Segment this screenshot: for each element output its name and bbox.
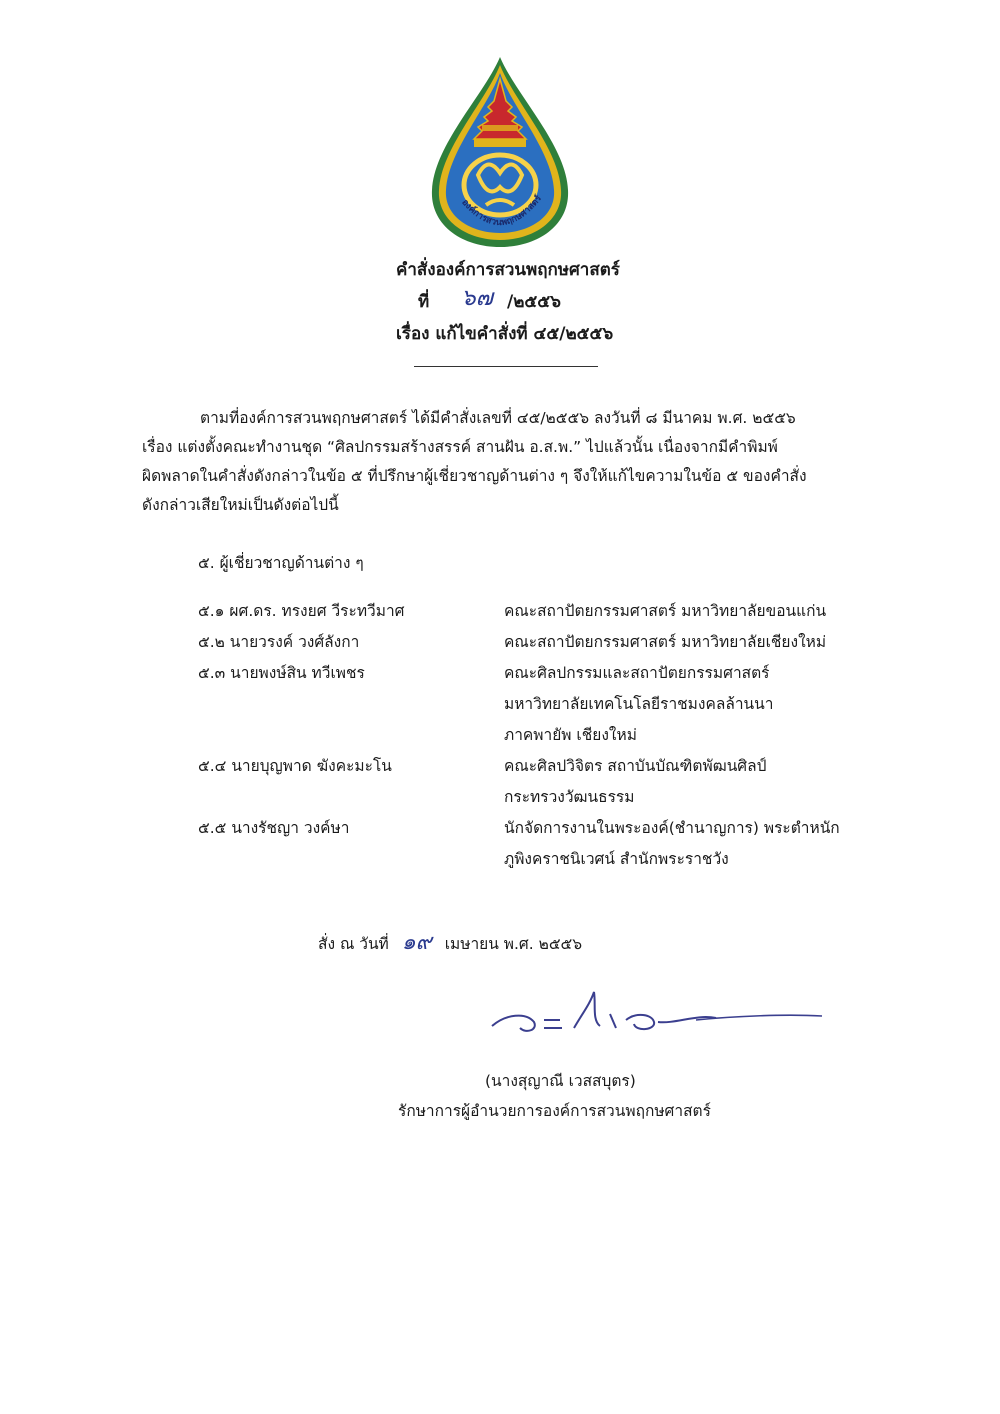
member-affiliation <box>504 596 878 627</box>
affiliation-line: คณะสถาปัตยกรรมศาสตร์ มหาวิทยาลัยเชียงใหม่ <box>504 633 827 651</box>
member-item <box>198 658 878 751</box>
affiliation-line: ภาคพายัพ เชียงใหม่ <box>504 726 637 744</box>
member-name: ๕.๔ นายบุญพาด ฆังคะมะโน <box>198 757 392 775</box>
organization-emblem <box>426 55 574 250</box>
member-name: ๕.๕ นางรัชญา วงค์ษา <box>198 819 350 837</box>
affiliation-line: คณะศิลปวิจิตร สถาบันบัณฑิตพัฒนศิลป์ <box>504 757 767 775</box>
body-line: เรื่อง แต่งตั้งคณะทำงานชุด “ศิลปกรรมสร้างสรรค์ สานฝัน อ.ส.พ.” ไปแล้วนั้น เนื่องจากมีคำพิมพ์ <box>142 438 778 456</box>
affiliation-line: คณะศิลปกรรมและสถาปัตยกรรมศาสตร์ <box>504 664 770 682</box>
order-date <box>318 924 582 959</box>
order-subject: เรื่อง แก้ไขคำสั่งที่ ๔๕/๒๕๕๖ <box>396 324 614 344</box>
member-name: ๕.๒ นายวรงค์ วงศ์ลังกา <box>198 633 360 651</box>
order-title: คำสั่งองค์การสวนพฤกษศาสตร์ <box>396 260 620 280</box>
member-affiliation <box>504 751 878 813</box>
member-name: ๕.๑ ผศ.ดร. ทรงยศ วีระทวีมาศ <box>198 602 405 620</box>
affiliation-line: นักจัดการงานในพระองค์(ชำนาญการ) พระตำหนัก <box>504 819 840 837</box>
body-line: ตามที่องค์การสวนพฤกษศาสตร์ ได้มีคำสั่งเลขที่ ๔๕/๒๕๕๖ ลงวันที่ ๘ มีนาคม พ.ศ. ๒๕๕๖ <box>200 409 796 427</box>
signer-title: รักษาการผู้อำนวยการองค์การสวนพฤกษศาสตร์ <box>398 1102 711 1120</box>
member-list <box>198 596 878 875</box>
member-affiliation <box>504 813 878 875</box>
member-affiliation <box>504 658 878 751</box>
order-number-label: ที่ <box>418 292 430 312</box>
emblem-text: องค์การสวนพฤกษศาสตร์ <box>459 193 544 229</box>
affiliation-line: คณะสถาปัตยกรรมศาสตร์ มหาวิทยาลัยขอนแก่น <box>504 602 827 620</box>
order-date-day-handwritten: ๑๙ <box>401 930 432 955</box>
order-date-prefix: สั่ง ณ วันที่ <box>318 935 389 953</box>
affiliation-line: ภูพิงคราชนิเวศน์ สำนักพระราชวัง <box>504 850 729 868</box>
signer-name: (นางสุญาณี เวสสบุตร) <box>485 1072 636 1090</box>
affiliation-line: มหาวิทยาลัยเทคโนโลยีราชมงคลล้านนา <box>504 695 774 713</box>
member-item <box>198 596 878 627</box>
body-line: ผิดพลาดในคำสั่งดังกล่าวในข้อ ๕ ที่ปรึกษาผู้เชี่ยวชาญด้านต่าง ๆ จึงให้แก้ไขความในข้อ ๕ ของคำสั่ง <box>142 467 807 485</box>
body-paragraph <box>142 404 860 520</box>
header-divider <box>414 366 598 367</box>
member-affiliation <box>504 627 878 658</box>
section-heading: ๕. ผู้เชี่ยวชาญด้านต่าง ๆ <box>198 554 364 572</box>
order-number-year: /๒๕๕๖ <box>507 292 561 312</box>
order-date-month-year: เมษายน พ.ศ. ๒๕๕๖ <box>444 935 583 953</box>
member-item <box>198 813 878 875</box>
order-number-handwritten: ๖๗ <box>461 285 493 311</box>
affiliation-line: กระทรวงวัฒนธรรม <box>504 788 635 806</box>
handwritten-signature <box>486 984 826 1054</box>
body-line: ดังกล่าวเสียใหม่เป็นดังต่อไปนี้ <box>142 496 339 514</box>
member-item <box>198 627 878 658</box>
member-name: ๕.๓ นายพงษ์สิน ทวีเพชร <box>198 664 365 682</box>
member-item <box>198 751 878 813</box>
